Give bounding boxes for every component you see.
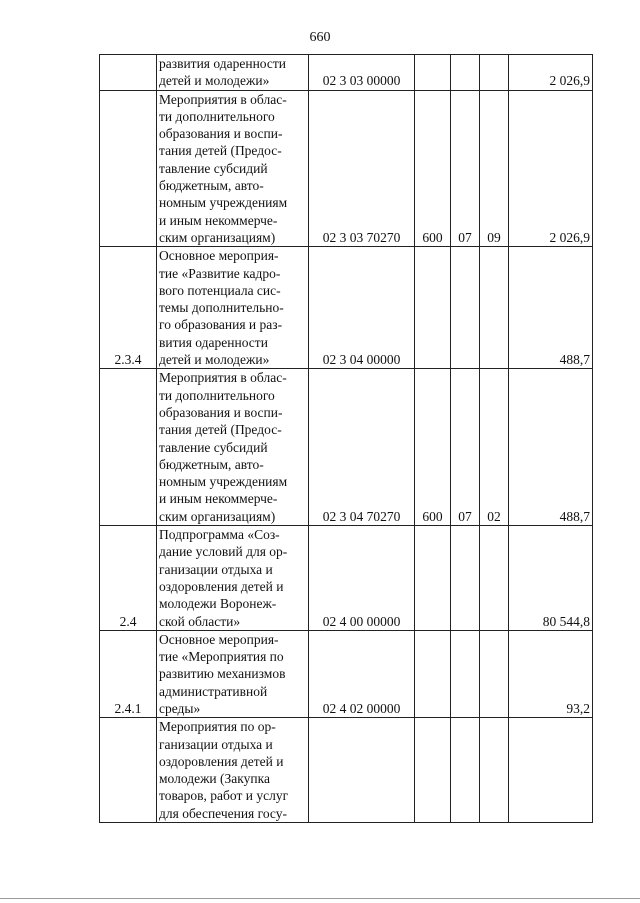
item-name-line: образования и воспи- (159, 404, 283, 420)
page-number: 660 (309, 30, 331, 45)
amount-cell: 2 026,9 (509, 90, 593, 247)
expense-type-cell: 600 (415, 369, 451, 526)
item-name-line: среды» (159, 700, 201, 716)
item-name-line: оздоровления детей и (159, 753, 284, 769)
item-name-line: образования и воспи- (159, 126, 283, 142)
item-name-line: ской области» (159, 613, 241, 629)
table-row (100, 718, 593, 823)
table-row (100, 55, 593, 91)
item-name-line: вого потенциала сис- (159, 282, 281, 298)
item-name-line: ти дополнительного (159, 387, 275, 403)
item-name-line: ганизации отдыха и (159, 736, 273, 752)
row-number-cell: 2.3.4 (100, 247, 157, 369)
item-name-line: тавление субсидий (159, 439, 268, 455)
item-name-cell (157, 630, 309, 717)
item-name-line: номным учреждениям (159, 195, 288, 211)
subsection-cell (480, 55, 509, 91)
item-name-line: и иным некоммерче- (159, 212, 278, 228)
item-name-line: Основное мероприя- (159, 248, 279, 264)
expense-type-cell (415, 526, 451, 631)
table-row (100, 630, 593, 717)
item-name-line: развития одаренности (159, 56, 286, 71)
item-name-line: тие «Развитие кадро- (159, 265, 281, 281)
amount-cell: 2 026,9 (509, 55, 593, 91)
expense-type-cell (415, 247, 451, 369)
item-name-line: оздоровления детей и (159, 578, 284, 594)
item-name-line: детей и молодежи» (159, 352, 270, 368)
item-name-line: бюджетным, авто- (159, 178, 264, 194)
item-name-cell (157, 369, 309, 526)
item-name-line: дание условий для ор- (159, 544, 288, 560)
section-cell: 07 (451, 90, 480, 247)
item-name-cell (157, 247, 309, 369)
table-row (100, 247, 593, 369)
row-number-cell: 2.4.1 (100, 630, 157, 717)
item-name-line: ти дополнительного (159, 108, 275, 124)
item-name-line: тие «Мероприятия по (159, 649, 284, 665)
item-name-cell (157, 90, 309, 247)
expense-type-cell: 600 (415, 90, 451, 247)
amount-cell: 80 544,8 (509, 526, 593, 631)
item-name-cell (157, 55, 309, 91)
table-row (100, 526, 593, 631)
target-code-cell: 02 3 04 70270 (309, 369, 415, 526)
item-name-line: для обеспечения госу- (159, 805, 287, 821)
item-name-line: ганизации отдыха и (159, 561, 273, 577)
subsection-cell (480, 526, 509, 631)
table-row (100, 369, 593, 526)
item-name-line: развитию механизмов (159, 666, 286, 682)
section-cell (451, 247, 480, 369)
item-name-line: ским организациям) (159, 229, 276, 245)
item-name-line: административной (159, 683, 268, 699)
section-cell (451, 718, 480, 823)
table-body (100, 55, 593, 823)
item-name-line: вития одаренности (159, 334, 268, 350)
item-name-line: го образования и раз- (159, 317, 283, 333)
section-cell (451, 526, 480, 631)
amount-cell: 488,7 (509, 247, 593, 369)
item-name-line: и иным некоммерче- (159, 491, 278, 507)
row-number-cell (100, 55, 157, 91)
item-name-line: номным учреждениям (159, 474, 288, 490)
section-cell (451, 630, 480, 717)
amount-cell: 93,2 (509, 630, 593, 717)
item-name-line: тавление субсидий (159, 160, 268, 176)
target-code-cell: 02 3 03 00000 (309, 55, 415, 91)
item-name-line: Подпрограмма «Соз- (159, 527, 280, 543)
item-name-cell (157, 526, 309, 631)
subsection-cell: 02 (480, 369, 509, 526)
expense-type-cell (415, 630, 451, 717)
target-code-cell: 02 4 00 00000 (309, 526, 415, 631)
item-name-line: темы дополнительно- (159, 300, 284, 316)
target-code-cell: 02 3 03 70270 (309, 90, 415, 247)
table-row (100, 90, 593, 247)
item-name-line: тания детей (Предос- (159, 143, 282, 159)
target-code-cell: 02 3 04 00000 (309, 247, 415, 369)
item-name-line: Мероприятия в облас- (159, 370, 287, 386)
item-name-line: тания детей (Предос- (159, 422, 282, 438)
row-number-cell (100, 369, 157, 526)
section-cell: 07 (451, 369, 480, 526)
item-name-line: ским организациям) (159, 508, 276, 524)
row-number-cell: 2.4 (100, 526, 157, 631)
subsection-cell (480, 247, 509, 369)
target-code-cell (309, 718, 415, 823)
item-name-line: Мероприятия в облас- (159, 91, 287, 107)
subsection-cell: 09 (480, 90, 509, 247)
row-number-cell (100, 718, 157, 823)
budget-table (99, 54, 593, 823)
expense-type-cell (415, 718, 451, 823)
item-name-line: молодежи (Закупка (159, 771, 270, 787)
amount-cell: 488,7 (509, 369, 593, 526)
item-name-line: Мероприятия по ор- (159, 719, 276, 735)
item-name-cell (157, 718, 309, 823)
subsection-cell (480, 630, 509, 717)
item-name-line: детей и молодежи» (159, 73, 270, 89)
bottom-scan-line (0, 898, 640, 899)
expense-type-cell (415, 55, 451, 91)
item-name-line: Основное мероприя- (159, 631, 279, 647)
target-code-cell: 02 4 02 00000 (309, 630, 415, 717)
row-number-cell (100, 90, 157, 247)
item-name-line: бюджетным, авто- (159, 456, 264, 472)
amount-cell (509, 718, 593, 823)
section-cell (451, 55, 480, 91)
item-name-line: молодежи Воронеж- (159, 596, 277, 612)
item-name-line: товаров, работ и услуг (159, 788, 289, 804)
subsection-cell (480, 718, 509, 823)
